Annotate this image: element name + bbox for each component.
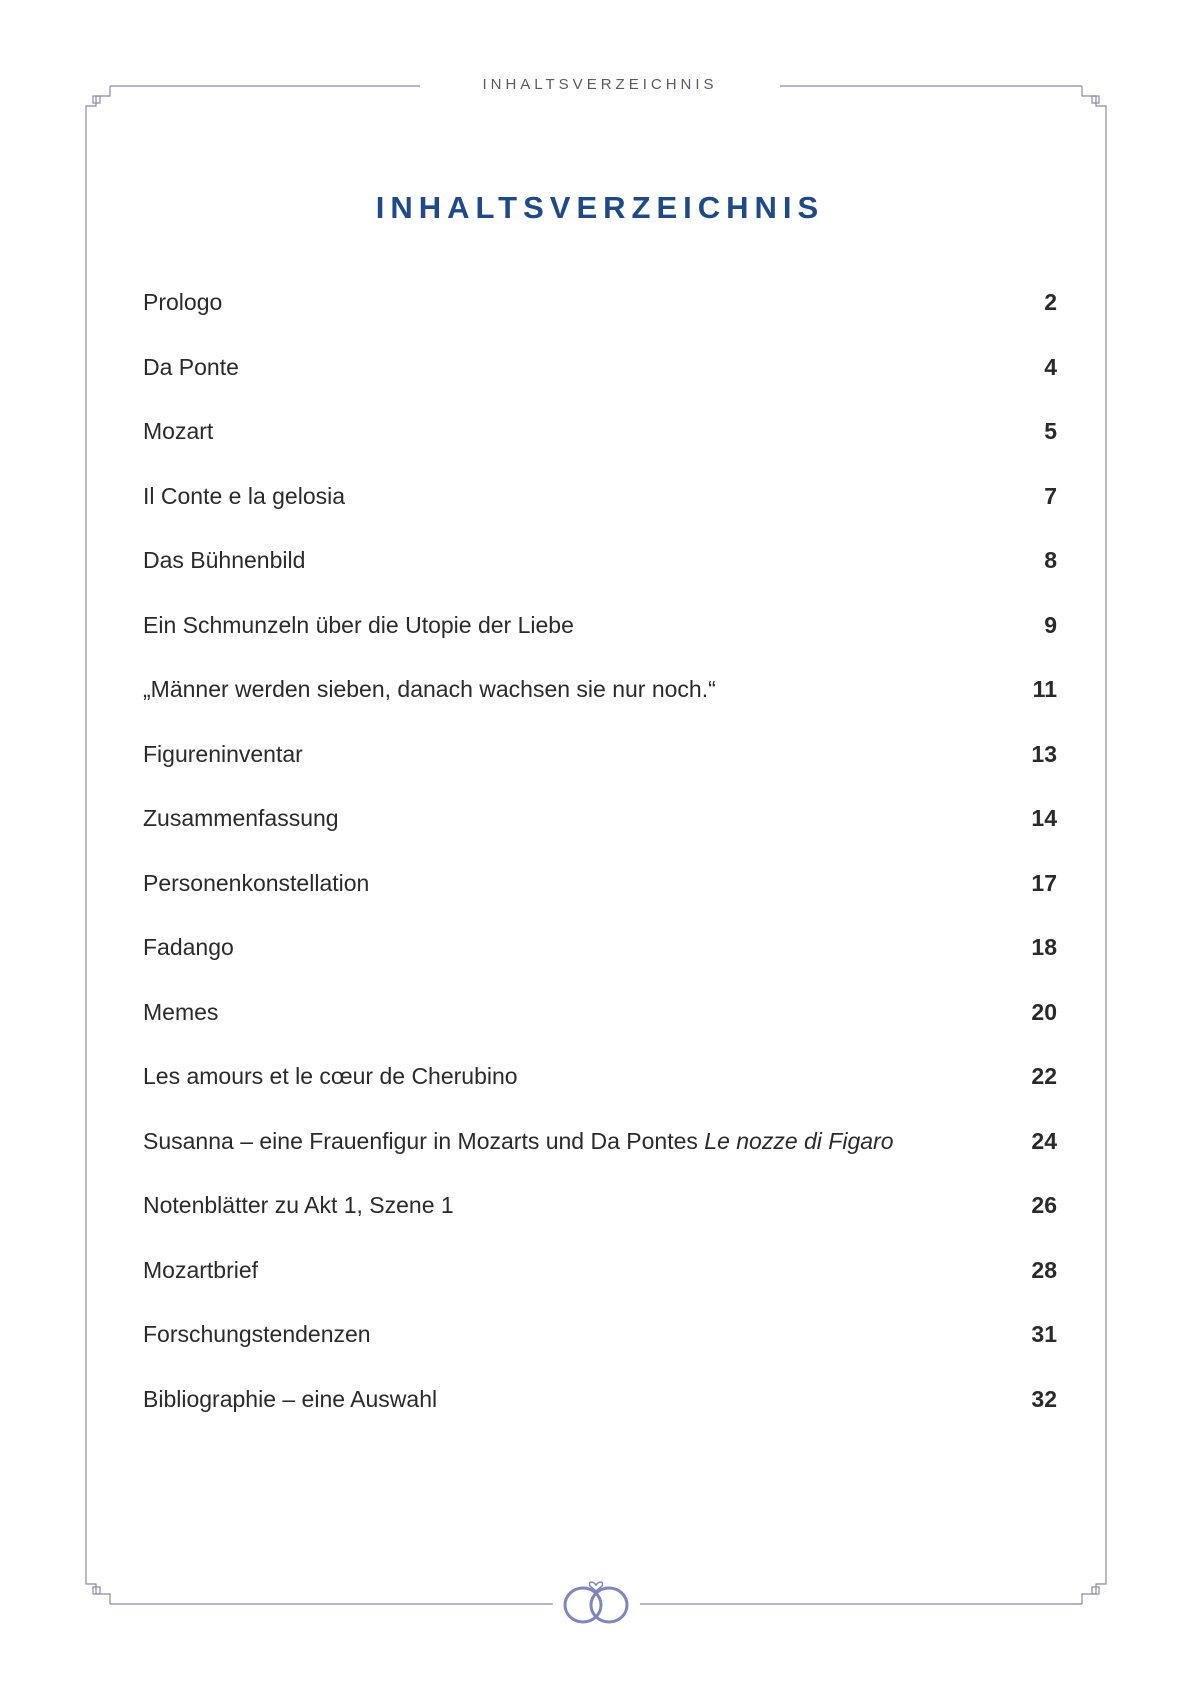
toc-entry-title [143, 1062, 518, 1090]
toc-entry-page-number: 28 [1031, 1256, 1057, 1283]
toc-entry-title-text: Mozart [143, 418, 214, 444]
toc-entry-title [143, 1127, 894, 1155]
toc-entry[interactable] [143, 611, 1057, 676]
toc-entry[interactable] [143, 869, 1057, 934]
toc-entry-title [143, 869, 369, 897]
toc-entry-title [143, 482, 345, 510]
toc-entry-title [143, 611, 574, 639]
toc-entry-title [143, 933, 234, 961]
toc-entry-page-number: 26 [1031, 1192, 1057, 1218]
toc-entry-page-number: 32 [1031, 1385, 1057, 1412]
toc-entry-title [143, 675, 716, 703]
toc-entry[interactable] [143, 675, 1057, 740]
toc-entry[interactable] [143, 546, 1057, 611]
toc-entry[interactable] [143, 482, 1057, 547]
toc-entry-title-text: Zusammenfassung [143, 805, 339, 831]
toc-entry-page-number: 20 [1031, 998, 1057, 1025]
toc-entry-title [143, 288, 222, 316]
toc-entry-title-text: Forschungstendenzen [143, 1321, 371, 1347]
toc-entry-page-number: 8 [1044, 547, 1057, 573]
toc-entry[interactable] [143, 1127, 1057, 1192]
toc-entry[interactable] [143, 1320, 1057, 1385]
toc-entry-title-italic: Le nozze di Figaro [704, 1127, 894, 1154]
toc-entry[interactable] [143, 998, 1057, 1063]
toc-entry[interactable] [143, 1062, 1057, 1127]
toc-entry[interactable] [143, 353, 1057, 418]
toc-entry-title [143, 804, 339, 832]
toc-entry[interactable] [143, 804, 1057, 869]
toc-entry-page-number: 14 [1031, 805, 1057, 831]
toc-entry-page-number: 31 [1031, 1321, 1057, 1347]
toc-entry-page-number: 5 [1044, 418, 1057, 444]
toc-entry-page-number: 18 [1031, 934, 1057, 960]
toc-entry-title [143, 740, 303, 768]
toc-entry-page-number: 4 [1044, 353, 1057, 380]
toc-entry-page-number: 13 [1031, 740, 1057, 767]
toc-entry-title-text: Figureninventar [143, 740, 303, 767]
toc-entry[interactable] [143, 288, 1057, 353]
toc-entry-title-text: Da Ponte [143, 353, 239, 380]
toc-entry-title-text: Fadango [143, 934, 234, 960]
toc-entry-title [143, 1385, 437, 1413]
toc-entry-title [143, 353, 239, 381]
toc-entry-page-number: 7 [1044, 482, 1057, 509]
toc-entry-title-text: Memes [143, 998, 219, 1025]
toc-entry-title-text: Les amours et le cœur de Cherubino [143, 1063, 518, 1089]
toc-entry-title [143, 546, 305, 574]
toc-entry[interactable] [143, 933, 1057, 998]
toc-entry-title [143, 417, 213, 445]
toc-entry-title [143, 998, 218, 1026]
page-title: INHALTSVERZEICHNIS [375, 190, 825, 225]
toc-entry-title-text: „Männer werden sieben, danach wachsen sie nur noch.“ [143, 676, 716, 702]
toc-entry-title-text: Susanna – eine Frauenfigur in Mozarts und Da Pontes [143, 1127, 705, 1154]
toc-entry-title [143, 1256, 258, 1284]
toc-entry[interactable] [143, 1385, 1057, 1450]
toc-entry-title-text: Mozartbrief [143, 1256, 259, 1283]
toc-entry-page-number: 22 [1031, 1063, 1057, 1089]
toc-entry[interactable] [143, 1256, 1057, 1321]
toc-entry-title-text: Bibliographie – eine Auswahl [143, 1385, 438, 1412]
toc-entry-page-number: 9 [1044, 611, 1057, 638]
toc-entry-title-text: Notenblätter zu Akt 1, Szene 1 [143, 1192, 454, 1218]
toc-entry[interactable] [143, 417, 1057, 482]
running-header: INHALTSVERZEICHNIS [482, 76, 718, 93]
toc-entry[interactable] [143, 740, 1057, 805]
toc-entry-page-number: 24 [1031, 1127, 1057, 1154]
toc-entry-title-text: Ein Schmunzeln über die Utopie der Liebe [143, 611, 574, 638]
toc-entry-title-text: Das Bühnenbild [143, 547, 306, 573]
toc-entry-title [143, 1191, 454, 1219]
toc-entry-title-text: Il Conte e la gelosia [143, 482, 346, 509]
toc-entry-title-text: Personenkonstellation [143, 869, 370, 896]
toc-entry-title [143, 1320, 371, 1348]
toc-entry[interactable] [143, 1191, 1057, 1256]
toc-entry-page-number: 2 [1044, 289, 1057, 315]
toc-entry-title-text: Prologo [143, 289, 223, 315]
toc-entry-page-number: 11 [1032, 676, 1057, 702]
wedding-rings-icon [565, 1582, 627, 1622]
toc-entry-page-number: 17 [1031, 869, 1057, 896]
table-of-contents [143, 288, 1057, 1449]
